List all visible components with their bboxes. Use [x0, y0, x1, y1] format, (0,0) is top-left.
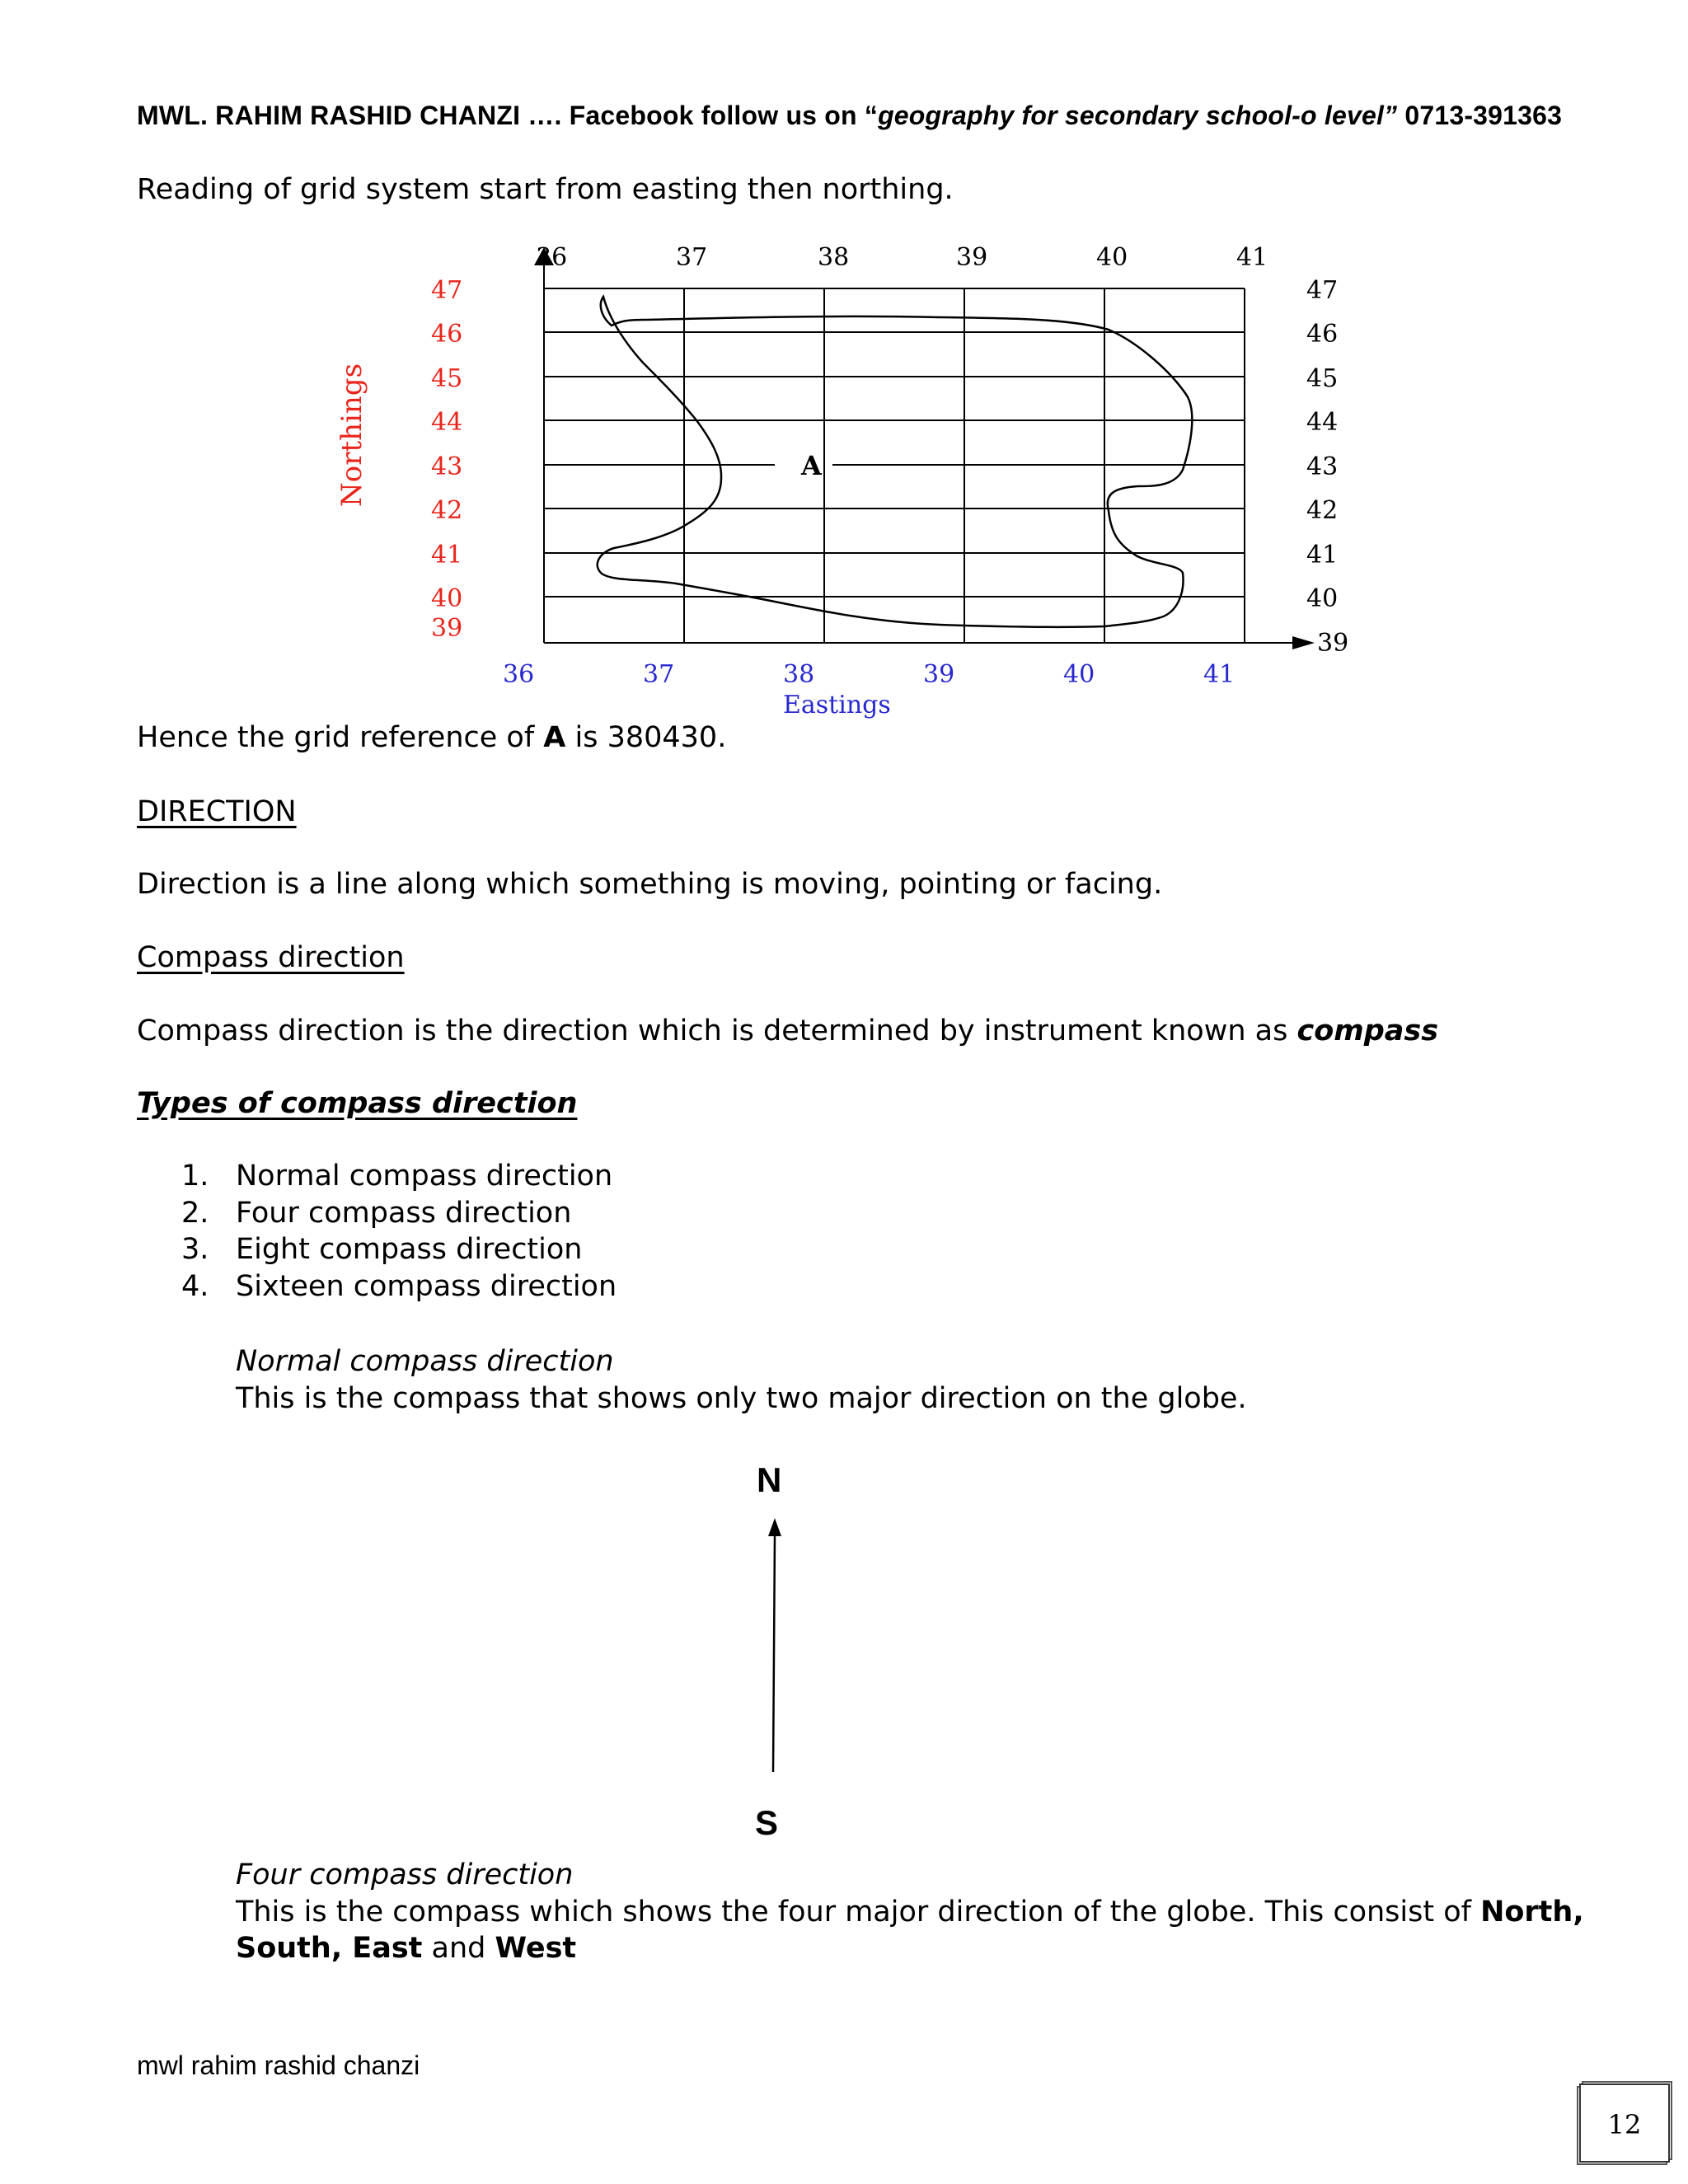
grid-reference-figure	[313, 239, 1385, 733]
header-page-name: geography for secondary school-o level”	[878, 101, 1398, 130]
list-number: 1.	[181, 1160, 209, 1193]
direction-heading: DIRECTION	[137, 795, 297, 828]
list-number: 2.	[181, 1196, 209, 1230]
four-compass-text: This is the compass which shows the four major direction of the globe. This consist of	[236, 1896, 1481, 1929]
top-tick: 38	[818, 243, 850, 272]
right-tick: 45	[1306, 364, 1339, 393]
header-phone: 0713-391363	[1397, 101, 1563, 130]
x-axis-arrow-icon	[1292, 636, 1315, 649]
right-tick-labels	[1306, 276, 1348, 658]
list-text: Sixteen compass direction	[236, 1269, 617, 1303]
direction-definition: Direction is a line along which something is moving, pointing or facing.	[137, 868, 1163, 901]
bottom-tick-labels	[503, 660, 1235, 689]
four-compass-title: Four compass direction	[236, 1858, 574, 1891]
normal-compass-title: Normal compass direction	[236, 1345, 614, 1378]
top-tick-labels	[536, 243, 1268, 272]
document-header	[137, 101, 1562, 131]
hence-text: Hence the grid reference of	[137, 721, 544, 754]
compass-definition	[137, 1015, 1438, 1047]
left-tick: 43	[431, 452, 463, 481]
right-tick: 44	[1306, 408, 1339, 437]
y-axis-title: Northings	[335, 363, 368, 507]
footer-author: mwl rahim rashid chanzi	[137, 2050, 420, 2080]
left-tick: 46	[431, 320, 463, 349]
bottom-tick: 41	[1203, 660, 1236, 689]
left-tick: 39	[431, 614, 463, 643]
left-tick: 42	[431, 496, 463, 525]
grid-reference-result	[137, 721, 726, 754]
and-text: and	[422, 1932, 495, 1965]
normal-compass-description: This is the compass that shows only two major direction on the globe.	[236, 1382, 1247, 1415]
compass-term: compass	[1296, 1015, 1439, 1047]
left-tick-labels	[431, 276, 462, 643]
top-tick: 39	[956, 243, 988, 272]
point-a-label: A	[801, 450, 822, 481]
list-item	[181, 1195, 617, 1232]
page-number: 12	[1607, 2109, 1642, 2140]
four-compass-description	[236, 1896, 1584, 1929]
right-tick: 39	[1317, 629, 1349, 658]
left-tick: 41	[431, 541, 463, 569]
bottom-tick: 40	[1063, 660, 1095, 689]
hence-value: is 380430.	[565, 721, 727, 754]
compass-north-label: N	[757, 1460, 782, 1499]
left-tick: 40	[431, 584, 463, 613]
right-tick: 40	[1306, 584, 1339, 613]
list-text: Normal compass direction	[236, 1160, 613, 1193]
bottom-tick: 36	[503, 660, 535, 689]
compass-heading: Compass direction	[137, 941, 405, 974]
right-tick: 41	[1306, 541, 1339, 569]
arrow-shaft	[773, 1535, 775, 1772]
x-axis-title: Eastings	[783, 691, 891, 719]
map-outline	[598, 297, 1193, 627]
north-bold: North,	[1480, 1896, 1584, 1929]
types-heading: Types of compass direction	[137, 1087, 578, 1120]
list-item	[181, 1158, 617, 1195]
right-tick: 47	[1306, 276, 1339, 305]
left-tick: 44	[431, 408, 463, 437]
header-author: MWL. RAHIM RASHID CHANZI …. Facebook follow us on “	[137, 101, 879, 130]
types-list	[181, 1158, 617, 1305]
bottom-tick: 39	[923, 660, 955, 689]
top-tick: 41	[1236, 243, 1268, 272]
right-tick: 42	[1306, 496, 1339, 525]
intro-text: Reading of grid system start from easting then northing.	[137, 173, 954, 206]
right-tick: 43	[1306, 452, 1339, 481]
south-east-bold: South, East	[236, 1932, 423, 1965]
west-bold: West	[495, 1932, 577, 1965]
list-text: Eight compass direction	[236, 1233, 583, 1266]
right-tick: 46	[1306, 320, 1339, 349]
four-compass-description-line2	[236, 1932, 576, 1965]
left-tick: 45	[431, 364, 463, 393]
list-item	[181, 1268, 617, 1305]
top-tick: 40	[1096, 243, 1128, 272]
list-number: 4.	[181, 1269, 209, 1303]
left-tick: 47	[431, 276, 463, 305]
list-number: 3.	[181, 1233, 209, 1266]
compass-south-label: S	[755, 1803, 779, 1842]
page-number-box	[1574, 2079, 1676, 2168]
top-tick: 37	[676, 243, 708, 272]
bottom-tick: 37	[643, 660, 675, 689]
arrow-up-icon	[768, 1518, 781, 1536]
compass-definition-text: Compass direction is the direction which is determined by instrument known as	[137, 1015, 1297, 1047]
list-text: Four compass direction	[236, 1196, 572, 1230]
top-tick: 36	[536, 243, 568, 272]
list-item	[181, 1231, 617, 1268]
bottom-tick: 38	[783, 660, 815, 689]
north-south-arrow	[754, 1516, 795, 1780]
hence-point: A	[543, 721, 566, 754]
